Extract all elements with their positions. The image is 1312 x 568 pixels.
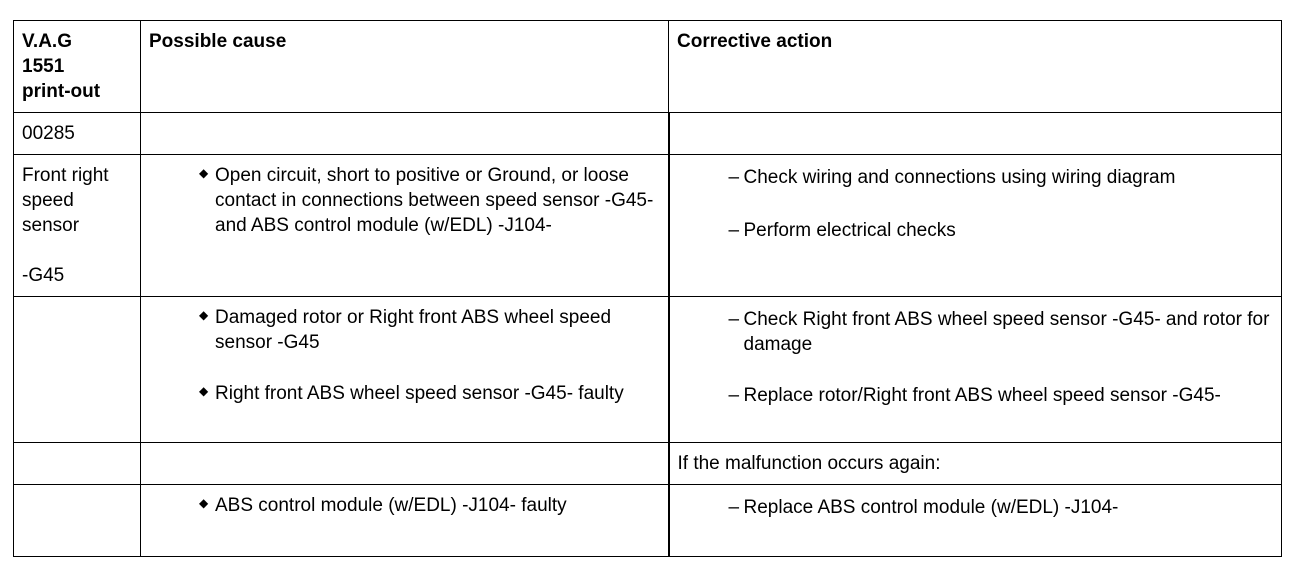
component-name-line: Front right bbox=[22, 165, 109, 186]
header-possible-cause: Possible cause bbox=[141, 21, 669, 113]
header-row bbox=[14, 21, 1282, 113]
empty-cell bbox=[14, 297, 141, 443]
module-row bbox=[14, 485, 1282, 557]
header-vag-line: V.A.G bbox=[22, 31, 72, 52]
dash-marker-icon: – bbox=[728, 497, 740, 518]
action-item bbox=[678, 165, 1274, 190]
diamond-bullet-icon: ◆ bbox=[199, 496, 209, 510]
cause-cell bbox=[141, 297, 669, 443]
action-cell bbox=[669, 297, 1282, 443]
header-vag-line: 1551 bbox=[22, 56, 65, 77]
repeat-note-row bbox=[14, 443, 1282, 485]
empty-cell bbox=[669, 113, 1282, 155]
dash-marker-icon: – bbox=[728, 220, 740, 241]
action-text: Check Right front ABS wheel speed sensor -G45- and rotor for damage bbox=[743, 309, 1270, 355]
cause-item bbox=[149, 381, 660, 406]
cause-text: Open circuit, short to positive or Ground, or loose contact in connections between speed sensor -G45- and ABS control module (w/EDL) -J104- bbox=[215, 165, 654, 236]
cause-text: ABS control module (w/EDL) -J104- faulty bbox=[215, 495, 567, 516]
header-corrective-action: Corrective action bbox=[669, 21, 1282, 113]
fault-code-table bbox=[13, 20, 1282, 557]
action-item bbox=[678, 495, 1274, 520]
header-vag-printout bbox=[14, 21, 141, 113]
action-item bbox=[678, 383, 1274, 408]
action-item bbox=[678, 307, 1274, 357]
action-text: Perform electrical checks bbox=[743, 220, 956, 241]
empty-cell bbox=[14, 443, 141, 485]
cause-item bbox=[149, 493, 660, 518]
cause-text: Right front ABS wheel speed sensor -G45- faulty bbox=[215, 383, 624, 404]
component-name-line: sensor bbox=[22, 215, 80, 236]
action-text: Check wiring and connections using wiring diagram bbox=[743, 167, 1176, 188]
cause-item bbox=[149, 163, 660, 238]
component-cell bbox=[14, 155, 141, 297]
component-code: -G45 bbox=[22, 265, 65, 286]
dash-marker-icon: – bbox=[728, 385, 740, 406]
dash-marker-icon: – bbox=[728, 167, 740, 188]
cause-text: Damaged rotor or Right front ABS wheel speed sensor -G45 bbox=[215, 307, 612, 353]
empty-cell bbox=[141, 443, 669, 485]
damage-row bbox=[14, 297, 1282, 443]
diamond-bullet-icon: ◆ bbox=[199, 384, 209, 398]
dash-marker-icon: – bbox=[728, 309, 740, 330]
cause-cell bbox=[141, 155, 669, 297]
code-row bbox=[14, 113, 1282, 155]
action-item bbox=[678, 218, 1274, 243]
cause-cell bbox=[141, 485, 669, 557]
action-text: Replace ABS control module (w/EDL) -J104- bbox=[743, 497, 1119, 518]
fault-code-cell: 00285 bbox=[14, 113, 141, 155]
empty-cell bbox=[141, 113, 669, 155]
repeat-note-cell: If the malfunction occurs again: bbox=[669, 443, 1282, 485]
diamond-bullet-icon: ◆ bbox=[199, 166, 209, 180]
cause-item bbox=[149, 305, 660, 355]
action-text: Replace rotor/Right front ABS wheel speed sensor -G45- bbox=[743, 385, 1221, 406]
component-name-line: speed bbox=[22, 190, 74, 211]
header-vag-line: print-out bbox=[22, 81, 101, 102]
action-cell bbox=[669, 155, 1282, 297]
sensor-row bbox=[14, 155, 1282, 297]
empty-cell bbox=[14, 485, 141, 557]
action-cell bbox=[669, 485, 1282, 557]
diamond-bullet-icon: ◆ bbox=[199, 308, 209, 322]
